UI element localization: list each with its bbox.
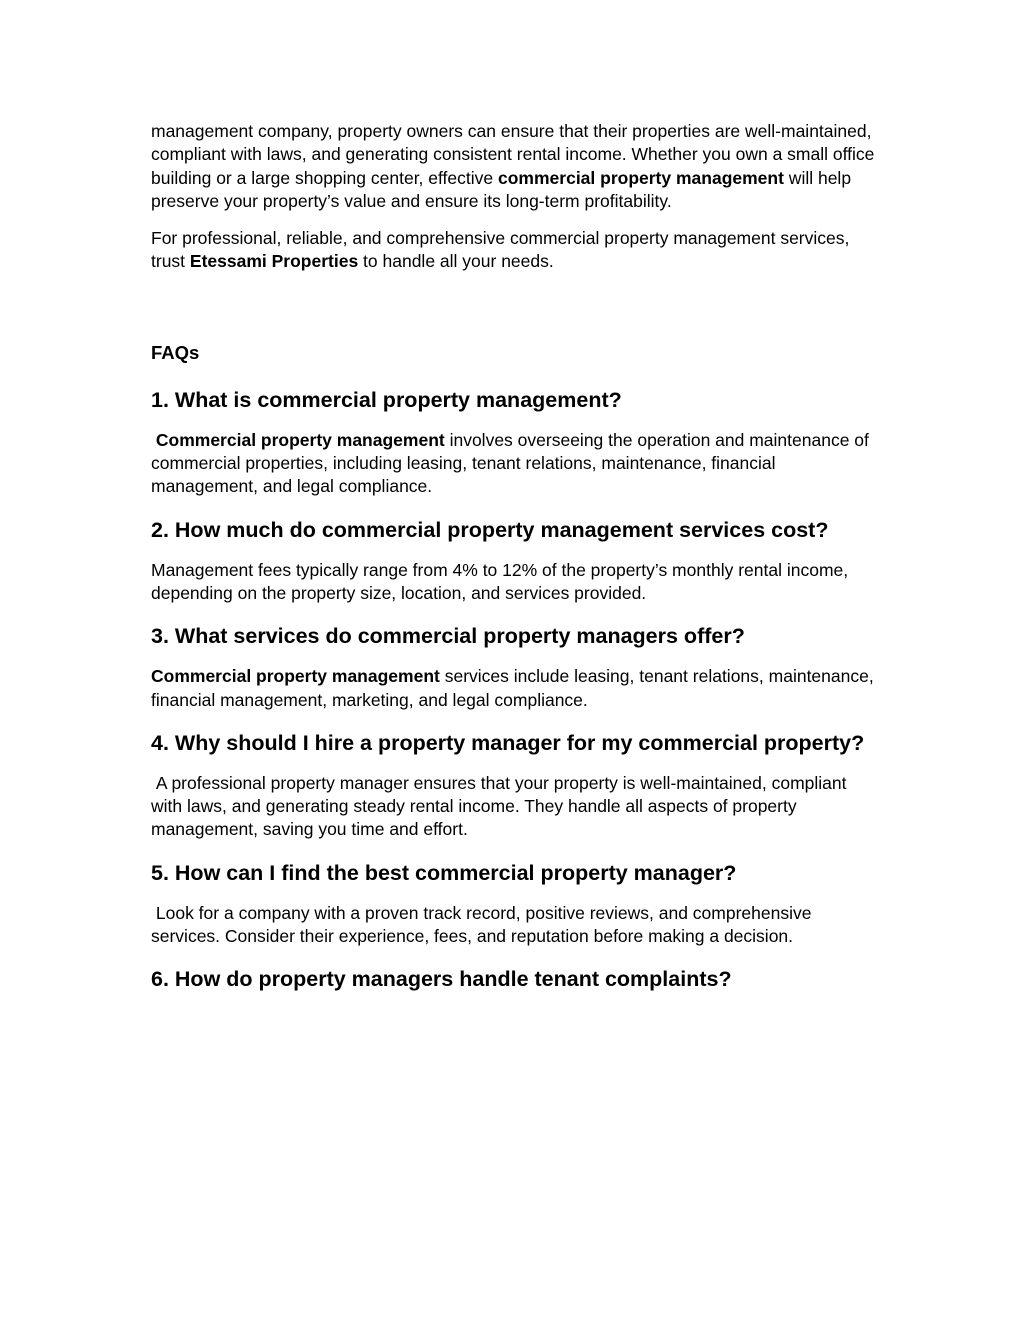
faq-answer-3-bold-term: Commercial property management <box>151 666 440 687</box>
intro-p1-text-start: management company, property owners can ensure that their properties are well-maintained, compliant with laws, and generating consistent rental income. Whether you own a small office building or a large shopping center, effective <box>151 121 880 188</box>
faq-answer-5: Look for a company with a proven track record, positive reviews, and comprehensive services. Consider their experience, fees, and reputation before making a decision. <box>151 902 817 947</box>
faq-item-3 <box>151 622 881 712</box>
faq-answer-3-text: services include leasing, tenant relations, maintenance, financial management, marketing, and legal compliance. <box>151 666 874 710</box>
faq-answer-4: A professional property manager ensures that your property is well-maintained, compliant with laws, and generating steady rental income. They handle all aspects of property management, saving you time and effort. <box>151 772 852 840</box>
intro-paragraph-1 <box>151 120 881 213</box>
intro-p1-text-end: will help preserve your property’s value and ensure its long-term profitability. <box>151 167 856 211</box>
faq-question-5: 5. How can I find the best commercial property manager? <box>151 860 737 885</box>
faq-question-3: 3. What services do commercial property managers offer? <box>151 624 745 649</box>
faq-item-6 <box>151 965 881 993</box>
faq-item-2 <box>151 516 881 606</box>
faq-answer-2: Management fees typically range from 4% to 12% of the property’s monthly rental income, depending on the property size, location, and services provided. <box>151 559 849 603</box>
faq-question-4: 4. Why should I hire a property manager for my commercial property? <box>151 730 865 755</box>
faq-answer-3 <box>151 665 881 712</box>
intro-p2-text-end: to handle all your needs. <box>358 251 554 272</box>
intro-p1-bold-term: commercial property management <box>498 167 784 188</box>
faq-question-2: 2. How much do commercial property management services cost? <box>151 517 829 542</box>
faq-answer-1-text: involves overseeing the operation and maintenance of commercial properties, including leasing, tenant relations, maintenance, financial management, and legal compliance. <box>151 429 874 497</box>
faq-item-5 <box>151 859 881 949</box>
faq-answer-1-bold-term: Commercial property management <box>155 429 445 450</box>
faq-answer-1 <box>151 429 881 499</box>
intro-paragraph-2 <box>151 227 881 274</box>
document-page <box>151 120 881 1008</box>
faq-question-6: 6. How do property managers handle tenant complaints? <box>151 967 732 992</box>
faq-question-1: 1. What is commercial property management? <box>151 387 622 412</box>
intro-p2-text-start: For professional, reliable, and comprehensive commercial property management services, trust <box>151 228 850 272</box>
faq-item-1 <box>151 386 881 499</box>
faq-heading: FAQs <box>151 341 200 363</box>
company-name: Etessami Properties <box>189 251 359 272</box>
faq-item-4 <box>151 729 881 842</box>
